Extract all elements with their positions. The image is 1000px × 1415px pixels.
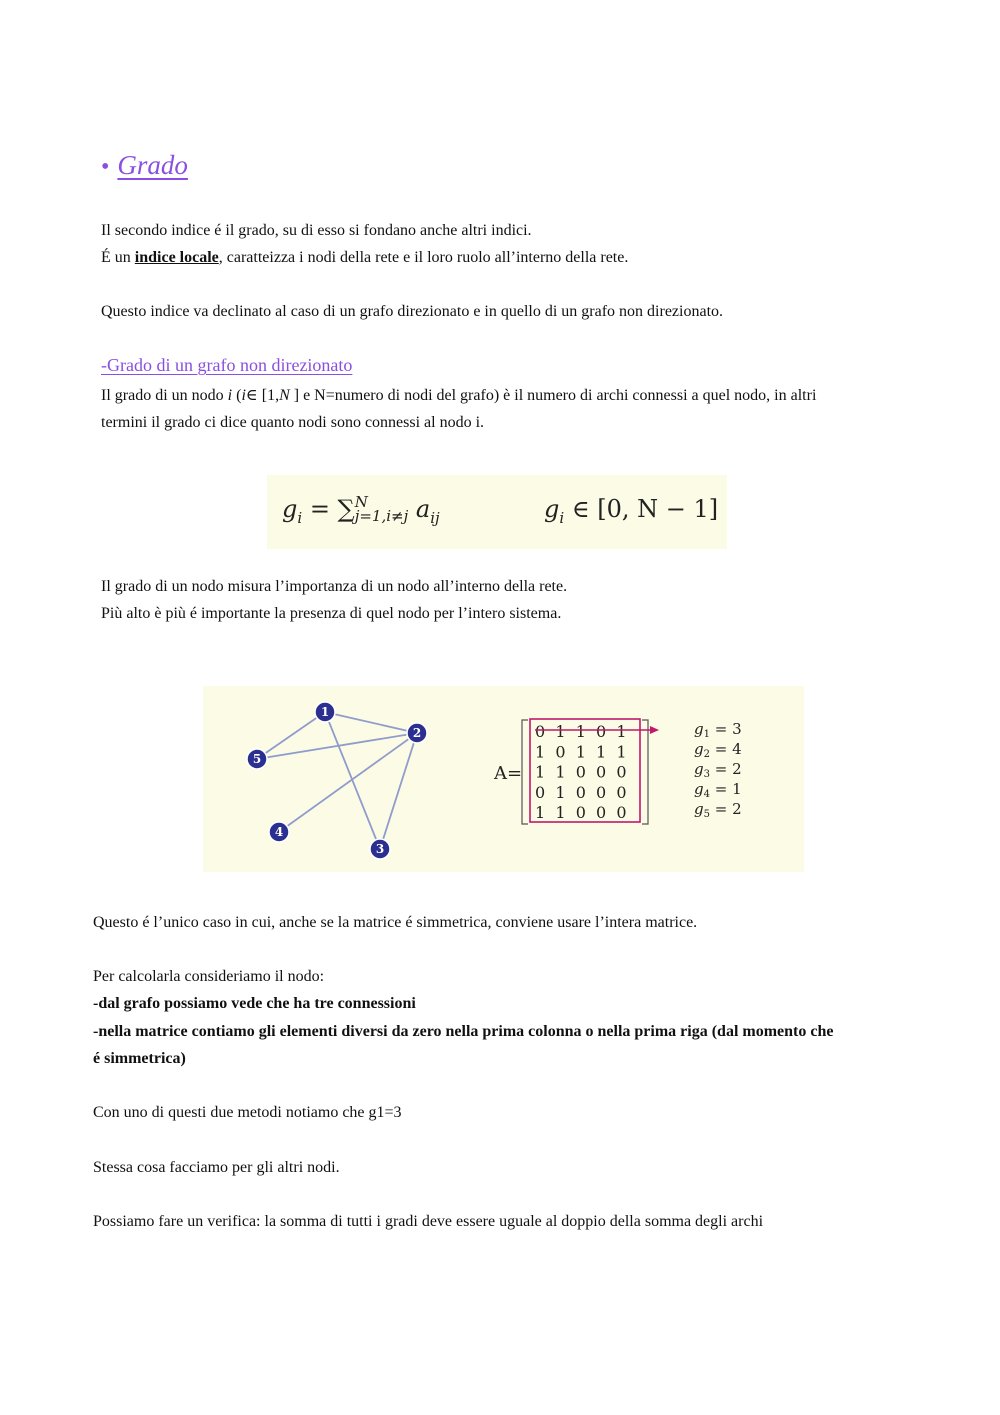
graph-node-label: 1	[320, 705, 330, 719]
graph-edge	[257, 712, 325, 759]
definition-line-2: termini il grado ci dice quanto nodi sono connessi al nodo i.	[101, 414, 485, 431]
degree-item: $g_3 = 2$	[694, 760, 742, 780]
graph-edge	[325, 712, 417, 733]
bullet: •	[101, 154, 110, 180]
body-p4: Stessa cosa facciamo per gli altri nodi.	[93, 1159, 340, 1176]
body-p5: Possiamo fare un verifica: la somma di tutti i gradi deve essere uguale al doppio della somma degli archi	[93, 1213, 764, 1230]
bold-line-3: é simmetrica)	[93, 1050, 186, 1067]
def-i: i	[227, 387, 233, 404]
formula-g: g	[282, 495, 298, 523]
graph-edge	[380, 733, 417, 849]
formula-sum-sup: N	[354, 492, 368, 511]
matrix-row: 0 1 1 0 1	[535, 722, 627, 741]
matrix-row: 1 1 0 0 0	[535, 762, 627, 782]
def-c: i	[241, 387, 246, 404]
formula-a-sub: ij	[430, 508, 440, 527]
definition-line-1	[101, 382, 816, 409]
degree-item: $g_2 = 4$	[694, 740, 742, 760]
graph-figure	[203, 686, 804, 872]
graph-edge	[257, 733, 417, 759]
matrix-row: 1 0 1 1 1	[535, 742, 627, 762]
bold-line-1: -dal grafo possiamo vede che ha tre connessioni	[93, 995, 416, 1012]
formula-a: a	[408, 495, 431, 523]
degree-item: $g_1 = 3$	[694, 720, 742, 740]
bold-line-2: -nella matrice contiamo gli elementi diversi da zero nella prima colonna o nella prima riga (dal momento che	[93, 1023, 834, 1040]
indice-locale-term: indice locale	[134, 249, 219, 266]
def-b: (	[232, 387, 242, 404]
subsection-title-link[interactable]: -Grado di un grafo non direzionato	[101, 355, 353, 375]
matrix-label: A=	[494, 763, 523, 784]
intro-line-2-post: , caratteizza i nodi della rete e il loro ruolo all’interno della rete.	[218, 249, 629, 266]
importance-line-1: Il grado di un nodo misura l’importanza di un nodo all’interno della rete.	[101, 578, 568, 595]
formula-eq-sum: = ∑	[302, 495, 355, 523]
degree-formula	[267, 475, 727, 549]
heading-title-link[interactable]: Grado	[117, 150, 188, 180]
def-d: ∈ [1,	[245, 387, 280, 404]
degree-item: $g_5 = 2$	[694, 800, 742, 820]
def-f: ] e N=numero di nodi del grafo) è il numero di archi connessi a quel nodo, in altri	[289, 387, 817, 404]
formula-right	[544, 495, 718, 527]
graph-edge	[279, 733, 417, 832]
graph-figure-svg	[203, 686, 804, 872]
matrix-row: 1 1 0 0 0	[535, 803, 627, 823]
matrix-rows	[535, 722, 627, 822]
body-p1: Questo é l’unico caso in cui, anche se la matrice é simmetrica, conviene usare l’intera matrice.	[93, 914, 698, 931]
graph-edge	[325, 712, 380, 849]
graph-nodes	[247, 702, 427, 859]
row-arrow-head	[650, 726, 659, 734]
graph-node-label: 3	[375, 842, 385, 856]
formula-g-sub: i	[297, 508, 303, 527]
graph-node-label: 4	[274, 825, 284, 839]
formula-range: ∈ [0, N − 1]	[564, 495, 719, 523]
formula-left	[282, 492, 440, 527]
graph-node-label: 2	[412, 726, 422, 740]
matrix-left-bracket	[522, 720, 528, 824]
formula-right-sub: i	[559, 508, 565, 527]
def-e: N	[279, 387, 290, 404]
body-p3: Con uno di questi due metodi notiamo che g1=3	[93, 1104, 402, 1121]
degree-item: $g_4 = 1$	[694, 780, 742, 800]
matrix-row: 0 1 0 0 0	[535, 782, 627, 802]
matrix-right-bracket	[642, 720, 648, 824]
graph-node-label: 5	[252, 752, 262, 766]
importance-line-2: Più alto è più é importante la presenza di quel nodo per l’intero sistema.	[101, 605, 562, 622]
def-a: Il grado di un nodo	[101, 387, 228, 404]
degree-list	[694, 720, 742, 820]
intro-line-1: Il secondo indice é il grado, su di esso si fondano anche altri indici.	[101, 222, 532, 239]
formula-right-g: g	[544, 495, 560, 523]
intro-line-3: Questo indice va declinato al caso di un grafo direzionato e in quello di un grafo non direzionato.	[101, 303, 724, 320]
body-p2: Per calcolarla consideriamo il nodo:	[93, 968, 325, 985]
section-heading	[101, 150, 188, 181]
intro-line-2-pre: É un	[101, 249, 135, 266]
intro-line-2	[101, 244, 628, 271]
formula-sum-sub: j=1,i≠j	[354, 506, 409, 525]
